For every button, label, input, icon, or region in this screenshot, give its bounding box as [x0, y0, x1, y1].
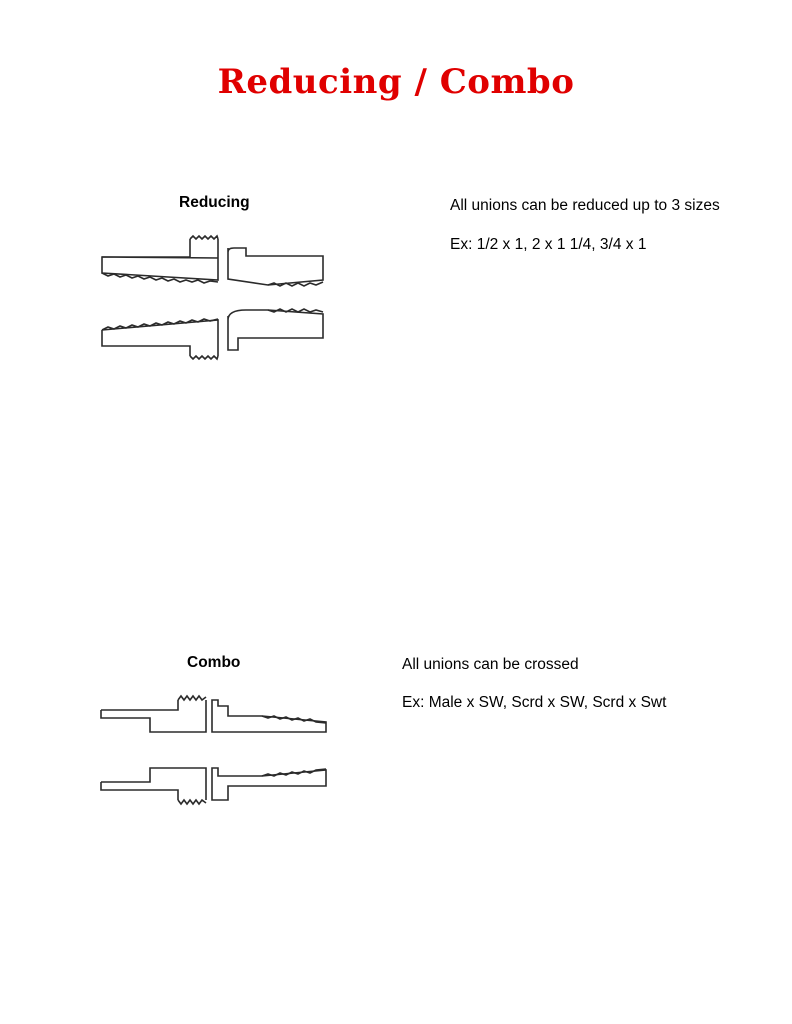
combo-example: Ex: Male x SW, Scrd x SW, Scrd x Swt	[402, 694, 667, 711]
combo-label: Combo	[187, 654, 241, 671]
reducing-label: Reducing	[179, 194, 250, 211]
reducing-description: All unions can be reduced up to 3 sizes	[450, 197, 720, 214]
combo-description: All unions can be crossed	[402, 656, 579, 673]
reducing-example: Ex: 1/2 x 1, 2 x 1 1/4, 3/4 x 1	[450, 236, 647, 253]
combo-union-diagram	[98, 688, 334, 810]
reducing-union-diagram	[98, 230, 330, 366]
page-title: Reducing / Combo	[217, 62, 575, 102]
